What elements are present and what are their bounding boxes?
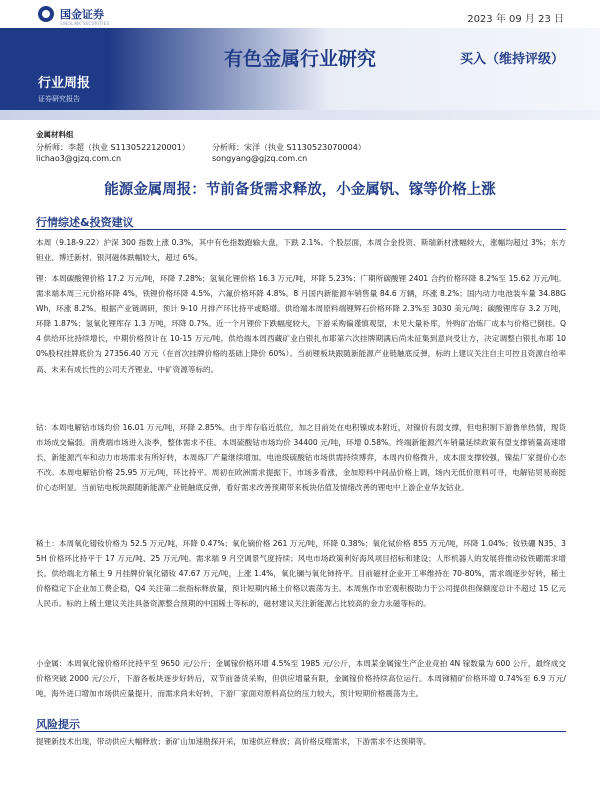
report-date: 2023 年 09 月 23 日 bbox=[467, 14, 564, 25]
analyst-2-email: songyang@gjzq.com.cn bbox=[212, 154, 308, 163]
minor-metals-paragraph: 小金属：本周氧化镓价格环比持平至 9650 元/公斤；金属镓价格环增 4.5%至 1985 元/公斤，本周某金属镓生产企业竞拍 4N 镓数量为 600 公斤，最终成交价格突破 2000 元/公斤，下游各板块逐步好转后，双节前备货采购，但供应增量有限，金属镓价格持续高位运行。本周锑精矿价格环增 0.74%至 6.9 万元/吨，海外进口增加市场供应量提升，而需求尚未好转，下游厂家面对原料高位的压力较大，预计短期价格震荡为主。 bbox=[36, 659, 566, 699]
cobalt-paragraph: 钴：本周电解钴市场均价 16.01 万元/吨，环降 2.85%。由于库存临近低位，加之目前处在电积镍成本附近，对镍价有弱支撑，但电积制下游鲁单热情，现货市场成交偏弱。消费端市场进入淡季，整体需求不佳。本周硫酸钴市场均价 34400 元/吨，环增 0.58%。终端新能源汽车销量延续政策有望支撑销量高速增长，新能源汽车和动力市场需求有所好转，本周炼厂产量继续增加。电池级硫酸钴市场供需持续博弈，本周内价格微升，成本面支撑较强，镍盐厂家提价心态不改。本周电解钴价格 25.95 万元/吨，环比持平。周初在欧洲需求提振下，市场多看涨，金加原料中间品价格上调，场内无低价原料可寻，电解钴贸易商挺价心态明显。当前钴电板块跟随新能源产业链触底反弹，看好需求改善预期带来板块估值及情绪改善的锂电中上游企业华友钴业。 bbox=[36, 423, 566, 493]
header-strip bbox=[0, 110, 600, 120]
logo-subtitle: SINOLINK SECURITIES bbox=[60, 21, 110, 26]
summary-section-title: 行情综述&投资建议 bbox=[36, 216, 134, 229]
analyst-2-name: 分析师：宋洋（执业 S1130523070004） bbox=[212, 143, 366, 152]
rating-badge: 买入（维持评级） bbox=[459, 52, 564, 67]
analyst-1-email: lichao3@gjzq.com.cn bbox=[36, 154, 122, 163]
lithium-paragraph: 锂：本周碳酸锂价格 17.2 万元/吨，环降 7.28%；氢氧化锂价格 16.3 万元/吨，环降 5.23%；广期所碳酸锂 2401 合约价格环降 8.2%至 15.62 万元/吨。需求端本周三元价格环降 4%，铁锂价格环降 4.5%，六氟价格环降 4.8%。8 月国内新能源车销售量 84.6 万辆，环涨 8.2%；国内动力电池装车量 34.88GWh，环涨 8.2%。根据产业链调研，预计 9-10 月排产环比持平或略增。供给端本周原料端锂辉石价格环降 2.3%至 3030 美元/吨；碳酸锂库存 3.2 万吨，环降 1.87%；氢氧化锂库存 1.3 万吨，环降 0.7%。近一个月锂价下跌幅度较大，下游采购偏谨慎观望，未见大量补库，外购矿冶炼厂成本与价格已倒挂。Q4 供给环比持续增长，中期价格预计在 10-15 万元/吨。供给端本周西藏矿业白银扎布耶第六次挂牌期满后尚未征集到意向受让方，决定调整白银扎布耶 100%股权挂牌底价为 27356.40 万元（在首次挂牌价格的基础上降价 60%）。当前锂板块跟随新能源产业链触底反弹，标的上建议关注自主可控且资源自给率高、未来有成长性的公司天齐锂业、中矿资源等标的。 bbox=[36, 274, 566, 374]
report-headline: 能源金属周报：节前备货需求释放，小金属钒、镓等价格上涨 bbox=[104, 182, 496, 198]
rare-earth-paragraph: 稀土：本周氧化镨钕价格为 52.5 万元/吨，环降 0.47%；氧化镝价格 261 万元/吨，环降 0.38%；氧化铽价格 855 万元/吨，环降 1.04%；钕铁硼 N35、35H 价格环比持平于 17 万元/吨、25 万元/吨。需求端 9 月空调景气度持续；风电市场政策利好海风项目招标和建设；人形机器人的发展将推动钕铁硼需求增长。供给端北方稀土 9 月挂牌价氧化镨钕 47.67 万元/吨，上涨 1.4%，氧化镧与氧化铈持平。目前磁材企业开工率维持在 70-80%，需求端逐步好转，稀土价格稳定下企业加工费企稳，Q4 关注第二批指标释放量，预计短期内稀土价格以震荡为主。本周焦作市宏观积极助力于公司提供担保额度总计不超过 15 亿元人民币。标的上稀土建议关注具备资源整合预期的中国稀土等标的，磁材建议关注新能源占比较高的金力永磁等标的。 bbox=[36, 539, 566, 609]
section-divider bbox=[36, 229, 566, 230]
section-divider bbox=[36, 731, 566, 732]
analyst-1-name: 分析师：李超（执业 S1130522120001） bbox=[36, 143, 190, 152]
company-logo bbox=[38, 6, 104, 22]
risk-paragraph: 提锂新技术出现，带动供应大幅释放；新矿山加速勘探开采，加速供应释放；高价格反噬需求，下游需求不达预期等。 bbox=[36, 737, 431, 746]
sector-label: 金属材料组 bbox=[36, 130, 74, 139]
report-type: 行业周报 bbox=[38, 76, 91, 91]
report-subtype: 证券研究报告 bbox=[38, 95, 80, 103]
market-paragraph: 本周（9.18-9.22）沪深 300 指数上涨 0.3%，其中有色指数跑输大盘，下跌 2.1%。个股层面，本周合金投资、斯瑞新材涨幅较大，涨幅均超过 3%；东方钽业、博迁新材、银河磁体跌幅较大，超过 6%。 bbox=[36, 238, 566, 263]
logo-icon bbox=[38, 6, 54, 22]
report-header bbox=[0, 0, 600, 122]
logo-text: 国金证券 bbox=[60, 8, 104, 21]
industry-title: 有色金属行业研究 bbox=[223, 48, 376, 70]
risk-section-title: 风险提示 bbox=[36, 718, 80, 731]
